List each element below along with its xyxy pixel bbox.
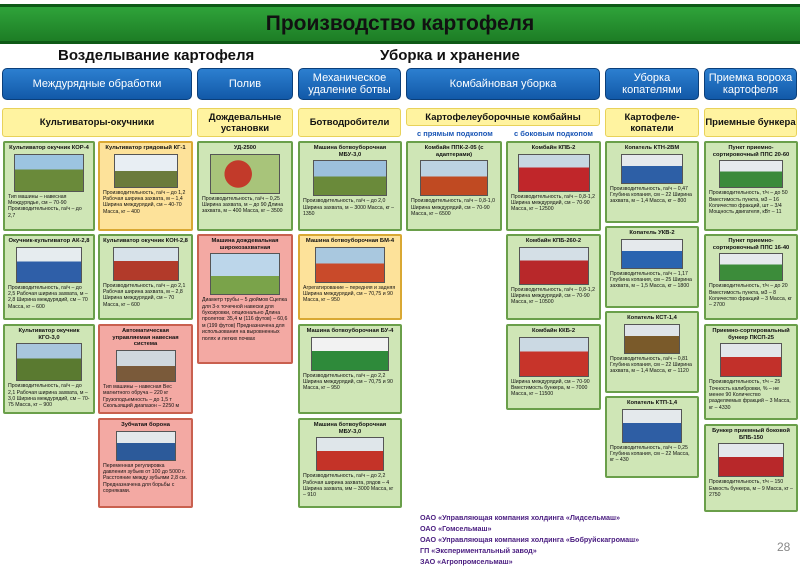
manufacturers-list xyxy=(420,512,639,567)
sub-cultivators: Культиваторы-окучники xyxy=(2,108,192,137)
card-bu-4: Машина ботвоуборочная БУ-4 Производительность, га/ч – до 2,2 Ширина междурядий, см – 70,75 и 90 Масса, кг – 950 xyxy=(298,324,402,414)
cultivator-image xyxy=(114,154,178,188)
manufacturer-item: ОАО «Гомсельмаш» xyxy=(420,524,492,533)
combine-image xyxy=(519,337,589,377)
card-tine-harrow: Зубчатая борона Переменная регулировка давления зубьев от 100 до 5000 г. Расстояние между зубьями 2,8 см. Предназначена для борьбы с сорняками. xyxy=(98,418,193,508)
card-pps-20-60: Пункт приемно-сортировочный ППС 20-60 Производительность, т/ч – до 50 Вместимость пункта, м3 – 16 Количество фракций, шт – 3/4 Мощность двигателя, кВт – 11 xyxy=(704,141,798,231)
title-banner xyxy=(0,4,800,44)
page-title: Производство картофеля xyxy=(265,12,535,35)
haulm-cutter-image xyxy=(316,437,384,471)
manufacturer-item: ОАО «Управляющая компания холдинга «Бобруйскагромаш» xyxy=(420,535,640,544)
card-kst-1-4: Копатель КСТ-1,4 Производительность, га/ч – 0,81 Глубина копания, см – 22 Ширина захвата, м – 1,4 Масса, кг – 1120 xyxy=(605,311,699,393)
header-haulm-removal: Механическое удаление ботвы xyxy=(298,68,401,100)
hopper-image xyxy=(718,443,784,477)
header-reception: Приемка вороха картофеля xyxy=(704,68,797,100)
combine-image xyxy=(420,160,488,196)
digger-image xyxy=(621,239,683,269)
card-bpb-150: Бункер приемный боковой БПБ-150 Производительность, т/ч – 150 Емкость бункера, м – 9 Масса, кг – 2750 xyxy=(704,424,798,512)
haulm-cutter-image xyxy=(313,160,387,196)
card-kpb-2: Комбайн КПБ-2 Производительность, га/ч – 0,8-1,2 Ширина междурядий, см – 70-90 Масса, кг – 12500 xyxy=(506,141,601,231)
cultivator-image xyxy=(113,247,179,281)
card-kpb-260-2: Комбайн КПБ-260-2 Производительность, га/ч – 0,8-1,2 Ширина междурядий, см – 70-90 Масса, кг – 10500 xyxy=(506,234,601,320)
card-mbu-3-0-b: Машина ботвоуборочная МБУ-3,0 Производительность, га/ч – до 2,2 Рабочая ширина захвата, рядов – 4 Ширина захвата, мм – 3000 Масса, кг – 910 xyxy=(298,418,402,508)
card-guidance-system: Автоматическая управляемая навесная система Тип машины – навесная Вес магнитного обруча – 220 кг Грузоподъемность – до 1,5 т Скользящий диапазон – 2250 м xyxy=(98,324,193,414)
tag-side-dig: с боковым подкопом xyxy=(514,129,593,138)
sub-combines: Картофелеуборочные комбайны xyxy=(406,108,600,126)
card-wide-sprinkler: Машина дождевальная широкозахватная Диаметр трубы – 5 дюймов Сцепка для 3-х точечной навески для буксировки, опционально Длина пролетов: 35,4 м (116 футов) – 60,6 м (199 футов) Предназначена для использования на выровненных полях и легких почвах xyxy=(197,234,293,364)
card-kkb-2: Комбайн ККБ-2 Ширина междурядий, см – 70-90 Вместимость бункера, м – 7000 Масса, кг – 11500 xyxy=(506,324,601,410)
card-kor-4: Культиватор окучник КОР-4 Тип машины – навесная Междурядье, см – 70-90 Производительность, га/ч – до 2,7 xyxy=(3,141,95,231)
sub-sprinklers: Дождевальные установки xyxy=(197,108,293,137)
hopper-image xyxy=(720,343,782,377)
card-pksp-25: Приемно-сортировальный бункер ПКСП-25 Производительность, т/ч – 25 Точность калибровки, % – не менее 90 Количество разделяемых фракций – 3 Масса, кг – 4330 xyxy=(704,324,798,420)
sub-haulm-cutters: Ботводробители xyxy=(298,108,401,137)
card-bm-4: Машина ботвоуборочная БМ-4 Агрегатирование – передняя и задняя Ширина междурядий, см – 70,75 и 90 Масса, кг – 950 xyxy=(298,234,402,320)
card-ukv-2: Копатель УКВ-2 Производительность, га/ч – 1,17 Глубина копания, см – 25 Ширина захвата, м – 1,5 Масса, кг – 1800 xyxy=(605,226,699,308)
card-pps-16-40: Пункт приемно-сортировочный ППС 16-40 Производительность, т/ч – до 20 Вместимость пункта, м3 – 8 Количество фракций – 3 Масса, кг – 2700 xyxy=(704,234,798,320)
haulm-cutter-image xyxy=(315,247,385,283)
sprinkler-image xyxy=(210,154,280,194)
card-ppk-2-05: Комбайн ППК-2-05 (с адаптерами) Производительность, га/ч – 0,8-1,0 Ширина междурядий, см – 70-90 Масса, кг – 6500 xyxy=(406,141,502,231)
digger-image xyxy=(621,154,683,184)
card-ktn-2vm: Копатель КТН-2ВМ Производительность, га/ч – 0,47 Глубина копания, см – 22 Ширина захвата, м – 1,4 Масса, кг – 800 xyxy=(605,141,699,223)
tag-direct-dig: с прямым подкопом xyxy=(417,129,493,138)
hopper-image xyxy=(719,160,783,188)
section-left-title: Возделывание картофеля xyxy=(58,47,255,64)
card-mbu-3-0: Машина ботвоуборочная МБУ-3,0 Производительность, га/ч – до 2,0 Ширина захвата, м – 3000 Масса, кг – 1350 xyxy=(298,141,402,231)
sub-diggers: Картофеле-копатели xyxy=(605,108,699,137)
combine-image xyxy=(519,247,589,285)
sprinkler-image xyxy=(210,253,280,295)
system-image xyxy=(116,350,176,382)
manufacturer-item: ОАО «Управляющая компания холдинга «Лидсельмаш» xyxy=(420,513,621,522)
page-number: 28 xyxy=(777,540,791,554)
card-ud-2500: УД-2500 Производительность, га/ч – 0,25 Ширина захвата, м – до 90 Длина захвата, м – 400 Масса, кг – 3500 xyxy=(197,141,293,231)
hopper-image xyxy=(719,253,783,281)
section-right-title: Уборка и хранение xyxy=(380,47,520,64)
cultivator-image xyxy=(16,343,82,381)
manufacturer-item: ЗАО «Агропромсельмаш» xyxy=(420,557,513,566)
header-diggers: Уборка копателями xyxy=(605,68,699,100)
harrow-image xyxy=(116,431,176,461)
card-ktp-1-4: Копатель КТП-1,4 Производительность, га/ч – 0,25 Глубина копания, см – 22 Масса, кг – 430 xyxy=(605,396,699,478)
cultivator-image xyxy=(14,154,84,192)
card-kg-1: Культиватор грядовый КГ-1 Производительность, га/ч – до 1,2 Рабочая ширина захвата, м – 1,4 Ширина междурядий, см – 40-70 Масса, кг – 400 xyxy=(98,141,193,231)
sub-hoppers: Приемные бункера xyxy=(704,108,797,137)
digger-image xyxy=(624,324,680,354)
combine-image xyxy=(518,154,590,192)
manufacturer-item: ГП «Экспериментальный завод» xyxy=(420,546,537,555)
header-row-cultivation: Междурядные обработки xyxy=(2,68,192,100)
haulm-cutter-image xyxy=(311,337,389,371)
card-kon-2-8: Культиватор окучник КОН-2,8 Производительность, га/ч – до 2,1 Рабочая ширина захвата, м – 2,8 Ширина междурядий, см – 70 Масса, кг – 600 xyxy=(98,234,193,320)
digger-image xyxy=(622,409,682,443)
card-ak-2-8: Окучник-культиватор АК-2,8 Производительность, га/ч – до 2,5 Рабочая ширина захвата, м – 2,8 Ширина междурядий, см – 70 Масса, кг – 600 xyxy=(3,234,95,320)
card-kgo-3-0: Культиватор окучник КГО-3,0 Производительность, га/ч – до 2,1 Рабочая ширина захвата, м – 3,0 Ширина междурядий, см – 70-75 Масса, кг – 900 xyxy=(3,324,95,414)
cultivator-image xyxy=(16,247,82,283)
header-combine-harvest: Комбайновая уборка xyxy=(406,68,600,100)
header-watering: Полив xyxy=(197,68,293,100)
